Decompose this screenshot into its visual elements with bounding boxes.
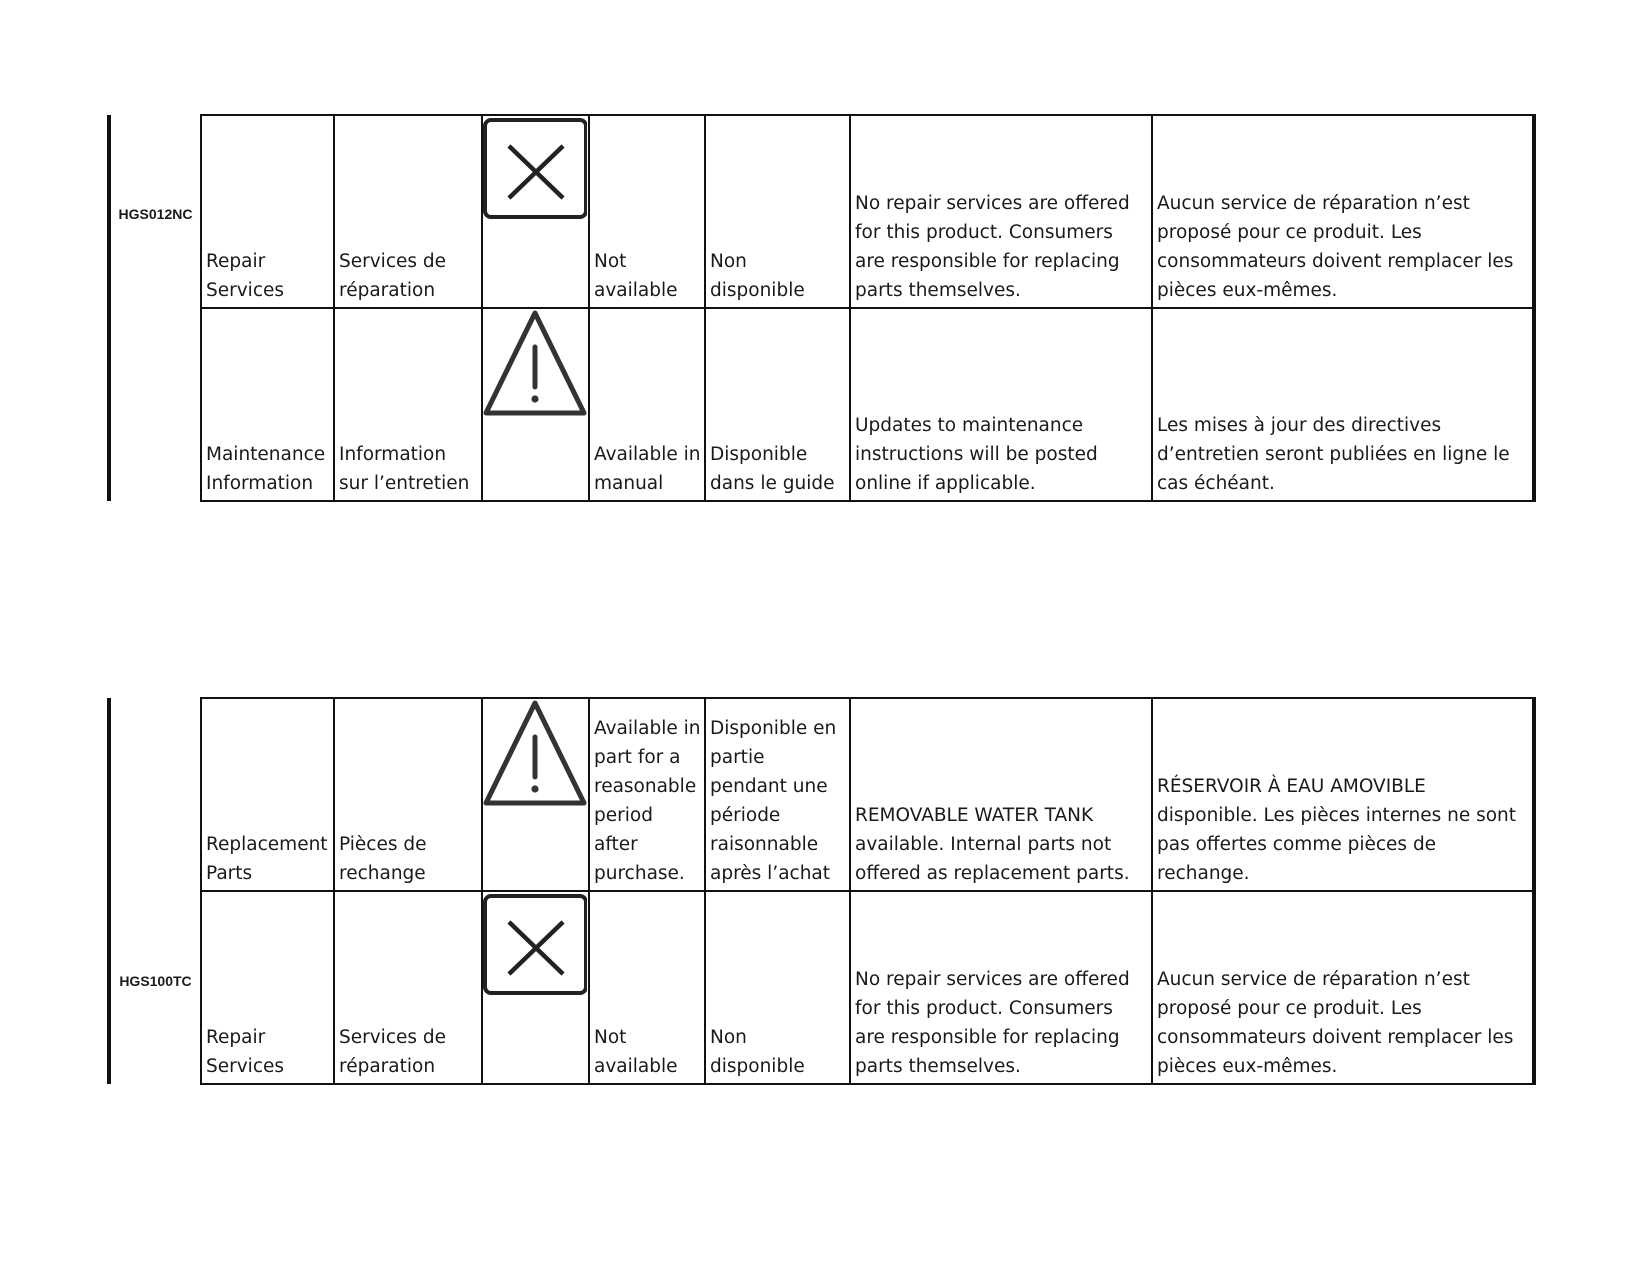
note-fr: Aucun service de réparation n’est proposé pour ce produit. Les consommateurs doivent remplacer les pièces eux-mêmes. <box>1152 115 1534 308</box>
note-en: Updates to maintenance instructions will be posted online if applicable. <box>850 308 1152 501</box>
status-fr: Non disponible <box>705 115 850 308</box>
model-cell <box>109 698 201 1084</box>
note-en: No repair services are offered for this product. Consumers are responsible for replacing parts themselves. <box>850 891 1152 1084</box>
table-row <box>109 115 1534 308</box>
note-fr: Les mises à jour des directives d’entretien seront publiées en ligne le cas échéant. <box>1152 308 1534 501</box>
table-row <box>109 891 1534 1084</box>
repairability-table-hgs012nc <box>107 114 1536 502</box>
model-number: HGS100TC <box>119 973 192 989</box>
category-fr: Services de réparation <box>334 891 482 1084</box>
note-fr: Aucun service de réparation n’est proposé pour ce produit. Les consommateurs doivent remplacer les pièces eux-mêmes. <box>1152 891 1534 1084</box>
category-en: Repair Services <box>201 115 334 308</box>
x-icon <box>483 116 587 224</box>
status-fr: Non disponible <box>705 891 850 1084</box>
table <box>107 697 1536 1085</box>
category-en: Repair Services <box>201 891 334 1084</box>
status-en: Available in manual <box>589 308 705 501</box>
warning-icon <box>483 309 587 419</box>
status-en: Not available <box>589 891 705 1084</box>
category-fr: Information sur l’entretien <box>334 308 482 501</box>
status-fr: Disponible en partie pendant une période raisonnable après l’achat <box>705 698 850 891</box>
warning-icon <box>483 699 587 809</box>
table-row <box>109 308 1534 501</box>
category-fr: Pièces de rechange <box>334 698 482 891</box>
table-row <box>109 698 1534 891</box>
category-en: Replacement Parts <box>201 698 334 891</box>
model-number: HGS012NC <box>118 206 193 222</box>
status-en: Available in part for a reasonable period after purchase. <box>589 698 705 891</box>
repairability-table-hgs100tc <box>107 697 1536 1085</box>
category-en: Maintenance Information <box>201 308 334 501</box>
status-icon-cell <box>482 115 589 308</box>
note-en: REMOVABLE WATER TANK available. Internal parts not offered as replacement parts. <box>850 698 1152 891</box>
status-fr: Disponible dans le guide <box>705 308 850 501</box>
status-icon-cell <box>482 308 589 501</box>
status-icon-cell <box>482 698 589 891</box>
table <box>107 114 1536 502</box>
x-icon <box>483 892 587 1000</box>
status-icon-cell <box>482 891 589 1084</box>
category-fr: Services de réparation <box>334 115 482 308</box>
note-en: No repair services are offered for this product. Consumers are responsible for replacing parts themselves. <box>850 115 1152 308</box>
status-en: Not available <box>589 115 705 308</box>
note-fr: RÉSERVOIR À EAU AMOVIBLE disponible. Les pièces internes ne sont pas offertes comme pièces de rechange. <box>1152 698 1534 891</box>
model-cell <box>109 115 201 501</box>
